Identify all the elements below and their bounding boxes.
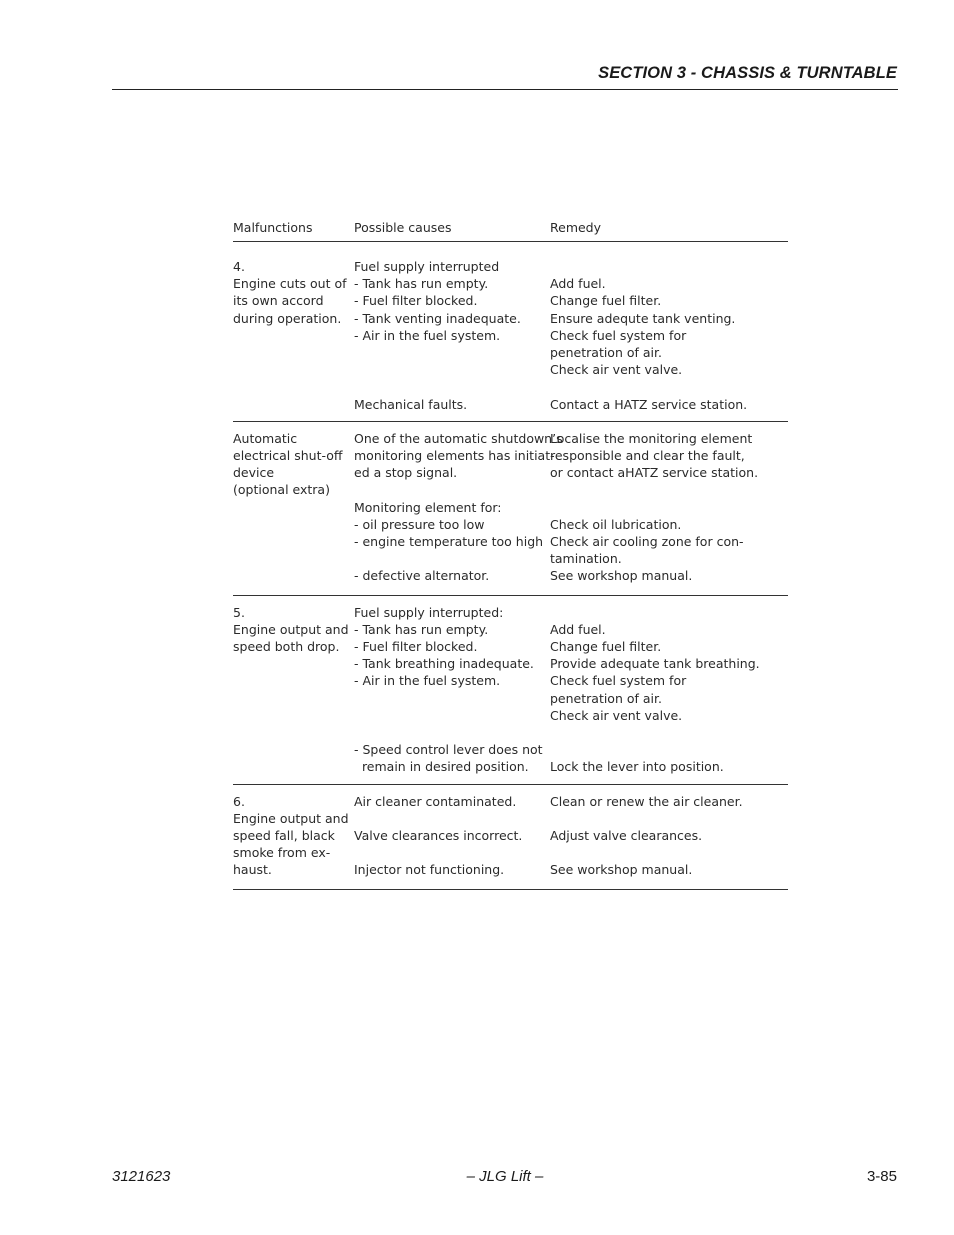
malfunction-cell	[233, 258, 354, 413]
cause-line: - defective alternator.	[354, 568, 490, 584]
cause-line	[354, 550, 550, 567]
footer-brand: – JLG Lift –	[466, 1168, 544, 1185]
remedy-line: penetration of air.	[550, 345, 662, 360]
cause-cell	[354, 430, 563, 482]
cause-remedy-row	[354, 499, 788, 585]
remedy-line: Add fuel.	[550, 276, 606, 292]
remedy-cell	[550, 604, 788, 724]
cause-cell	[354, 258, 550, 378]
remedy-line	[550, 741, 788, 758]
table-header-row	[233, 219, 788, 242]
cause-line: monitoring elements has initiat-	[354, 448, 555, 463]
malfunction-line: 6.	[233, 793, 245, 809]
doc-number: 3121623	[112, 1168, 171, 1185]
cause-remedy-row	[354, 741, 788, 775]
cause-line: Mechanical faults.	[354, 396, 468, 412]
remedy-line: Change fuel filter.	[550, 293, 662, 309]
cause-remedy-block	[354, 604, 788, 776]
column-header-causes: Possible causes	[354, 220, 452, 235]
cause-line: - engine temperature too high	[354, 534, 544, 549]
malfunction-line: speed fall, black	[233, 828, 335, 843]
remedy-line: Check air cooling zone for con-	[550, 533, 744, 549]
cause-remedy-row	[354, 396, 788, 413]
remedy-line: Lock the lever into position.	[550, 759, 724, 775]
remedy-line: Add fuel.	[550, 621, 606, 637]
remedy-cell	[550, 258, 788, 378]
remedy-line: Change fuel filter.	[550, 638, 662, 654]
cause-remedy-row	[354, 430, 788, 482]
column-header-remedy: Remedy	[550, 220, 602, 235]
remedy-line	[550, 499, 788, 516]
malfunction-line: (optional extra)	[233, 482, 330, 498]
cause-remedy-row	[354, 793, 788, 810]
row-spacer	[354, 724, 788, 741]
table-group	[233, 596, 788, 785]
table-row	[233, 793, 788, 879]
cause-remedy-block	[354, 258, 788, 413]
cause-line: - Air in the fuel system.	[354, 673, 501, 689]
cause-line: - Fuel filter blocked.	[354, 293, 478, 309]
remedy-cell	[550, 827, 788, 844]
remedy-line	[550, 258, 788, 275]
cause-line: - Tank has run empty.	[354, 621, 489, 637]
malfunction-cell	[233, 793, 354, 879]
cause-line: ed a stop signal.	[354, 465, 458, 481]
remedy-line: See workshop manual.	[550, 862, 693, 878]
cause-line: - Tank venting inadequate.	[354, 310, 521, 326]
table-group	[233, 422, 788, 596]
malfunction-cell	[233, 604, 354, 776]
table-group	[233, 785, 788, 890]
malfunction-line: device	[233, 465, 275, 481]
malfunction-line: its own accord	[233, 293, 324, 309]
cause-line: - Tank breathing inadequate.	[354, 656, 534, 672]
cause-line: Fuel supply interrupted	[354, 259, 500, 274]
malfunction-line: 5.	[233, 604, 245, 620]
remedy-cell	[550, 861, 788, 878]
cause-cell	[354, 861, 550, 878]
header-rule	[112, 89, 898, 90]
remedy-cell	[550, 396, 788, 413]
cause-line: - Air in the fuel system.	[354, 327, 501, 343]
table-row	[233, 430, 788, 585]
cause-cell	[354, 499, 550, 585]
cause-remedy-block	[354, 793, 788, 879]
remedy-line	[550, 604, 788, 621]
section-title: SECTION 3 - CHASSIS & TURNTABLE	[598, 64, 897, 82]
malfunction-line: during operation.	[233, 310, 342, 326]
cause-remedy-block	[354, 430, 788, 585]
malfunction-cell	[233, 430, 354, 585]
cause-cell	[354, 793, 550, 810]
column-header-malfunctions: Malfunctions	[233, 220, 313, 235]
table-group	[233, 242, 788, 422]
cause-line: - oil pressure too low	[354, 516, 485, 532]
cause-cell	[354, 604, 550, 724]
remedy-line: Clean or renew the air cleaner.	[550, 793, 743, 809]
cause-remedy-row	[354, 604, 788, 724]
remedy-line: Check air vent valve.	[550, 362, 683, 378]
cause-line: remain in desired position.	[354, 759, 529, 775]
cause-line: - Fuel filter blocked.	[354, 639, 478, 654]
cause-cell	[354, 396, 550, 413]
cause-remedy-row	[354, 827, 788, 844]
remedy-line: Localise the monitoring element	[550, 430, 753, 446]
malfunction-line: haust.	[233, 862, 272, 878]
row-spacer	[354, 378, 788, 395]
table-row	[233, 604, 788, 776]
remedy-line: Check oil lubrication.	[550, 516, 682, 532]
malfunction-line: Automatic	[233, 430, 298, 446]
cause-remedy-row	[354, 861, 788, 878]
malfunction-line: Engine output and	[233, 621, 349, 637]
cause-line: One of the automatic shutdown’s	[354, 430, 563, 446]
remedy-cell	[550, 430, 788, 482]
table-body	[233, 242, 788, 890]
cause-remedy-row	[354, 258, 788, 378]
remedy-cell	[550, 741, 788, 775]
remedy-line: Provide adequate tank breathing.	[550, 656, 760, 672]
remedy-cell	[550, 793, 788, 810]
cause-line: Air cleaner contaminated.	[354, 793, 517, 809]
remedy-line: See workshop manual.	[550, 568, 693, 584]
page-number: 3-85	[866, 1168, 897, 1185]
remedy-line: responsible and clear the fault,	[550, 448, 745, 463]
malfunction-line: Engine output and	[233, 810, 349, 826]
remedy-line: Ensure adequte tank venting.	[550, 310, 736, 326]
cause-line: Injector not functioning.	[354, 862, 505, 878]
remedy-line: penetration of air.	[550, 690, 662, 706]
cause-cell	[354, 741, 550, 775]
remedy-line: tamination.	[550, 551, 622, 567]
cause-line: Monitoring element for:	[354, 499, 502, 515]
cause-line: - Speed control lever does not	[354, 742, 543, 758]
row-spacer	[354, 810, 788, 827]
cause-line: - Tank has run empty.	[354, 276, 489, 292]
malfunction-line: electrical shut-off	[233, 448, 343, 463]
table-row	[233, 258, 788, 413]
malfunction-line: speed both drop.	[233, 639, 340, 654]
cause-line: Valve clearances incorrect.	[354, 827, 523, 843]
malfunction-line: Engine cuts out of	[233, 276, 347, 292]
malfunction-line: 4.	[233, 259, 245, 274]
remedy-line: Contact a HATZ service station.	[550, 396, 748, 412]
remedy-cell	[550, 499, 788, 585]
remedy-line: or contact aHATZ service station.	[550, 465, 759, 481]
remedy-line: Adjust valve clearances.	[550, 827, 703, 843]
troubleshooting-table	[233, 219, 788, 890]
malfunction-line: smoke from ex-	[233, 845, 331, 861]
cause-line: Fuel supply interrupted:	[354, 604, 504, 620]
remedy-line: Check fuel system for	[550, 673, 687, 689]
remedy-line: Check air vent valve.	[550, 707, 683, 723]
remedy-line: Check fuel system for	[550, 327, 687, 343]
row-spacer	[354, 481, 788, 498]
cause-cell	[354, 827, 550, 844]
row-spacer	[354, 844, 788, 861]
